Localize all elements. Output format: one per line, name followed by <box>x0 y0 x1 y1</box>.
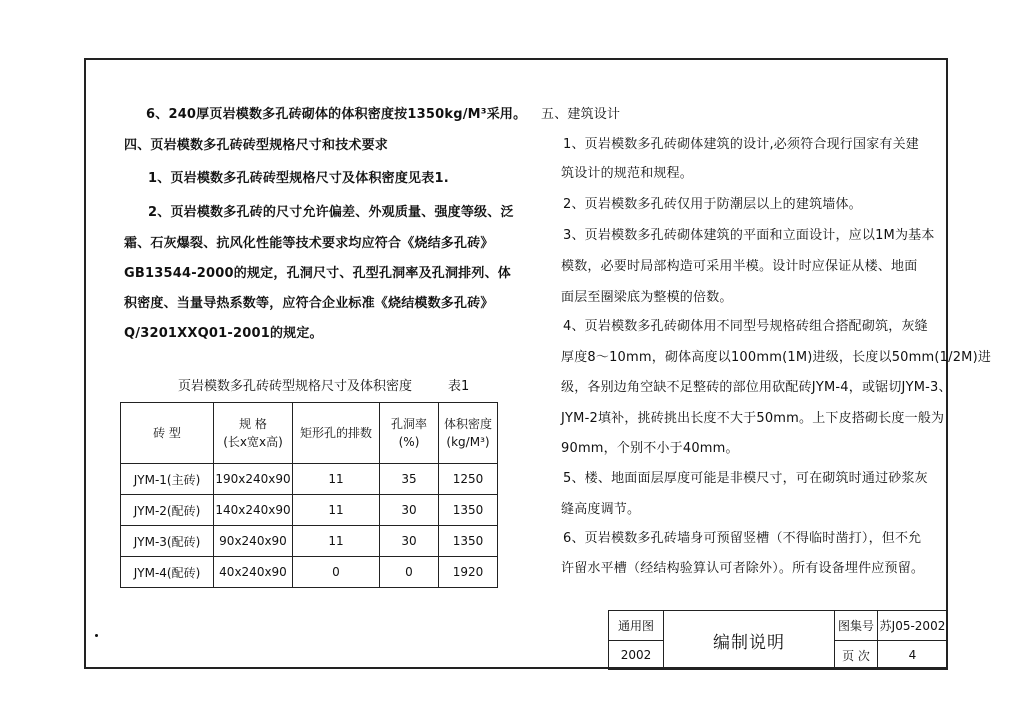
general-label: 通用图 <box>609 611 664 641</box>
left-line-4: 霜、石灰爆裂、抗风化性能等技术要求均应符合《烧结多孔砖》 <box>124 236 494 251</box>
page-label: 页 次 <box>835 641 878 670</box>
table-row <box>121 557 498 588</box>
spec-table <box>120 402 498 588</box>
table-row <box>121 495 498 526</box>
cell-porosity: 30 <box>380 495 439 526</box>
cell-holes: 11 <box>293 495 380 526</box>
cell-density: 1250 <box>439 464 498 495</box>
right-line-6: 面层至圈梁底为整模的倍数。 <box>561 290 733 305</box>
right-line-2: 筑设计的规范和规程。 <box>561 166 694 181</box>
table-row <box>121 526 498 557</box>
right-line-5: 模数，必要时局部构造可采用半模。设计时应保证从楼、地面 <box>561 259 918 274</box>
header-density <box>439 403 498 464</box>
left-line-7: Q/3201XXQ01-2001的规定。 <box>124 326 323 341</box>
right-line-10: JYM-2填补，挑砖挑出长度不大于50mm。上下皮搭砌长度一般为 <box>561 411 945 426</box>
cell-density: 1350 <box>439 495 498 526</box>
table-header-row <box>121 403 498 464</box>
header-density-line1: 体积密度 <box>443 417 492 431</box>
right-line-13: 缝高度调节。 <box>561 502 641 517</box>
header-holes: 矩形孔的排数 <box>293 403 380 464</box>
atlas-number: 苏J05-2002 <box>878 611 948 641</box>
table-caption: 页岩模数多孔砖砖型规格尺寸及体积密度 <box>178 379 413 394</box>
cell-spec: 140x240x90 <box>214 495 293 526</box>
header-porosity <box>380 403 439 464</box>
right-line-12: 5、楼、地面面层厚度可能是非模尺寸，可在砌筑时通过砂浆灰 <box>563 471 928 486</box>
left-line-3: 2、页岩模数多孔砖的尺寸允许偏差、外观质量、强度等级、泛 <box>148 205 514 220</box>
cell-density: 1920 <box>439 557 498 588</box>
left-line-0: 6、240厚页岩模数多孔砖砌体的体积密度按1350kg/M³采用。 <box>146 107 527 122</box>
header-spec <box>214 403 293 464</box>
cell-porosity: 0 <box>380 557 439 588</box>
left-line-1: 四、页岩模数多孔砖砖型规格尺寸和技术要求 <box>124 138 389 153</box>
right-line-4: 3、页岩模数多孔砖砌体建筑的平面和立面设计，应以1M为基本 <box>563 228 935 243</box>
cell-type: JYM-1(主砖) <box>121 464 214 495</box>
right-line-1: 1、页岩模数多孔砖砌体建筑的设计,必须符合现行国家有关建 <box>563 137 920 152</box>
cell-type: JYM-2(配砖) <box>121 495 214 526</box>
table-row <box>121 464 498 495</box>
right-line-15: 许留水平槽（经结构验算认可者除外）。所有设备埋件应预留。 <box>561 561 925 576</box>
title-block <box>608 610 948 670</box>
right-line-3: 2、页岩模数多孔砖仅用于防潮层以上的建筑墙体。 <box>563 197 862 212</box>
atlas-label: 图集号 <box>835 611 878 641</box>
cell-holes: 0 <box>293 557 380 588</box>
header-density-line2: (kg/M³) <box>446 435 490 449</box>
left-line-5: GB13544-2000的规定，孔洞尺寸、孔型孔洞率及孔洞排列、体 <box>124 266 511 281</box>
cell-type: JYM-3(配砖) <box>121 526 214 557</box>
right-line-14: 6、页岩模数多孔砖墙身可预留竖槽（不得临时凿打），但不允 <box>563 531 922 546</box>
cell-holes: 11 <box>293 526 380 557</box>
cell-spec: 190x240x90 <box>214 464 293 495</box>
right-line-8: 厚度8～10mm，砌体高度以100mm(1M)进级，长度以50mm(1/2M)进 <box>561 350 992 365</box>
right-line-11: 90mm，个别不小于40mm。 <box>561 441 739 456</box>
header-spec-line1: 规 格 <box>239 417 267 431</box>
cell-holes: 11 <box>293 464 380 495</box>
cell-density: 1350 <box>439 526 498 557</box>
drawing-title: 编制说明 <box>664 611 835 670</box>
header-spec-line2: (长x宽x高) <box>223 435 283 449</box>
right-line-9: 级，各别边角空缺不足整砖的部位用砍配砖JYM-4，或锯切JYM-3、 <box>561 380 952 395</box>
general-year: 2002 <box>609 641 664 670</box>
cell-type: JYM-4(配砖) <box>121 557 214 588</box>
header-porosity-line1: 孔洞率 <box>390 417 427 431</box>
cell-spec: 90x240x90 <box>214 526 293 557</box>
cell-spec: 40x240x90 <box>214 557 293 588</box>
right-line-7: 4、页岩模数多孔砖砌体用不同型号规格砖组合搭配砌筑，灰缝 <box>563 319 928 334</box>
left-line-2: 1、页岩模数多孔砖砖型规格尺寸及体积密度见表1. <box>148 171 449 186</box>
right-line-0: 五、建筑设计 <box>541 107 621 122</box>
header-porosity-line2: (%) <box>398 435 420 449</box>
table-number: 表1 <box>448 379 470 394</box>
page-number: 4 <box>878 641 948 670</box>
left-line-6: 积密度、当量导热系数等，应符合企业标准《烧结模数多孔砖》 <box>124 296 494 311</box>
cell-porosity: 35 <box>380 464 439 495</box>
cell-porosity: 30 <box>380 526 439 557</box>
scan-dot <box>95 634 98 637</box>
header-type: 砖 型 <box>121 403 214 464</box>
